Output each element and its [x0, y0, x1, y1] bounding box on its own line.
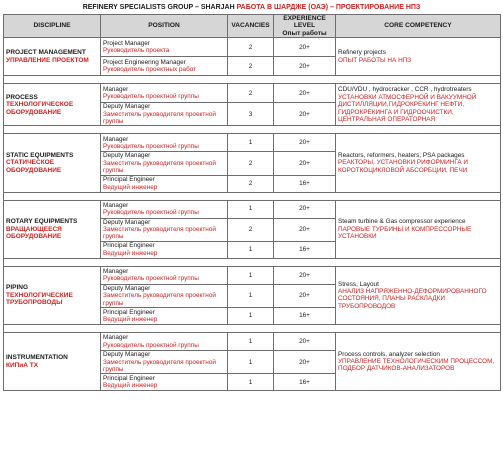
vacancies-table	[3, 14, 501, 391]
discipline-cell	[4, 333, 101, 391]
competency-cell	[336, 38, 501, 76]
table-row	[4, 333, 501, 351]
vacancies-cell: 3	[228, 103, 274, 126]
position-ru: Ведущий инженер	[103, 183, 158, 191]
table-row	[4, 266, 501, 284]
table-body	[4, 38, 501, 391]
competency-ru: АНАЛИЗ НАПРЯЖЕННО-ДЕФОРМИРОВАННОГО СОСТОЯНИЯ, ПЛАНЫ РАСКЛАДКИ ТРУБОПРОВОДОВ	[338, 288, 487, 310]
experience-cell: 20+	[274, 38, 336, 57]
discipline-cell	[4, 38, 101, 76]
position-en: Manager	[103, 267, 129, 275]
experience-cell: 20+	[274, 266, 336, 284]
document-title	[3, 2, 500, 14]
position-ru: Заместитель руководителя проектной группы	[103, 110, 216, 126]
position-cell	[101, 152, 228, 175]
competency-cell	[336, 266, 501, 324]
competency-ru: ОПЫТ РАБОТЫ НА НПЗ	[338, 56, 412, 64]
position-cell	[101, 57, 228, 76]
discipline-en: ROTARY EQUIPMENTS	[6, 218, 78, 226]
header-row	[4, 15, 501, 38]
header-experience-en: EXPERIENCE LEVEL	[283, 15, 326, 30]
vacancies-cell: 2	[228, 38, 274, 57]
vacancies-cell: 1	[228, 200, 274, 218]
competency-en: Refinery projects	[338, 49, 386, 57]
position-ru: Ведущий инженер	[103, 316, 158, 324]
separator-cell	[4, 325, 501, 333]
position-cell	[101, 284, 228, 307]
table-row	[4, 84, 501, 103]
position-en: Project Manager	[103, 39, 150, 47]
competency-ru: РЕАКТОРЫ, УСТАНОВКИ РИФОРМИНГА И КОРОТКОЦИКЛОВОЙ АБСОРБЦИИ, ПЕЧИ	[338, 159, 468, 174]
vacancies-cell: 2	[228, 218, 274, 241]
separator-cell	[4, 126, 501, 134]
position-cell	[101, 241, 228, 258]
group-separator	[4, 258, 501, 266]
separator-cell	[4, 76, 501, 84]
position-ru: Ведущий инженер	[103, 249, 158, 257]
position-cell	[101, 134, 228, 152]
header-vacancies: VACANCIES	[228, 15, 274, 38]
vacancies-cell: 1	[228, 374, 274, 391]
vacancies-cell: 2	[228, 175, 274, 192]
vacancies-cell: 2	[228, 57, 274, 76]
discipline-en: PROCESS	[6, 93, 38, 101]
experience-cell: 20+	[274, 103, 336, 126]
competency-cell	[336, 333, 501, 391]
competency-en: Process controls, analyzer selection	[338, 350, 440, 358]
position-cell	[101, 333, 228, 351]
experience-cell: 20+	[274, 333, 336, 351]
header-experience	[274, 15, 336, 38]
header-position: POSITION	[101, 15, 228, 38]
discipline-ru: ТЕХНОЛОГИЧЕСКОЕ ОБОРУДОВАНИЕ	[6, 101, 74, 116]
position-en: Project Engineering Manager	[103, 58, 186, 66]
position-en: Deputy Manager	[103, 284, 151, 292]
position-ru: Ведущий инженер	[103, 382, 158, 390]
position-en: Principal Engineer	[103, 308, 155, 316]
discipline-ru: УПРАВЛЕНИЕ ПРОЕКТОМ	[6, 56, 89, 64]
separator-cell	[4, 192, 501, 200]
position-ru: Руководитель проекта	[103, 47, 170, 55]
vacancies-cell: 2	[228, 84, 274, 103]
separator-cell	[4, 258, 501, 266]
position-ru: Заместитель руководителя проектной группы	[103, 358, 216, 373]
vacancies-cell: 1	[228, 308, 274, 325]
position-en: Deputy Manager	[103, 351, 151, 359]
experience-cell: 16+	[274, 374, 336, 391]
competency-ru: УСТАНОВКИ АТМОСФЕРНОЙ И ВАКУУМНОЙ ДИСТИЛЛЯЦИИ,ГИДРОКРЕКИНГ НЕФТИ, ГИДРОКРЕКИНГА И ГИДРООЧИСТКИ, ЦЕНТРАЛЬНАЯ ОПЕРАТОРНАЯ	[338, 93, 477, 123]
position-ru: Заместитель руководителя проектной группы	[103, 292, 216, 307]
position-cell	[101, 266, 228, 284]
discipline-ru: СТАТИЧЕСКОЕ ОБОРУДОВАНИЕ	[6, 159, 62, 174]
group-separator	[4, 192, 501, 200]
discipline-en: PIPING	[6, 284, 29, 292]
title-russian: РАБОТА В ШАРДЖЕ (ОАЭ) – ПРОЕКТИРОВАНИЕ НПЗ	[236, 4, 421, 11]
competency-cell	[336, 200, 501, 258]
position-cell	[101, 103, 228, 126]
position-cell	[101, 200, 228, 218]
position-cell	[101, 351, 228, 374]
discipline-ru: КИПиА ТХ	[6, 361, 39, 369]
position-en: Manager	[103, 135, 129, 143]
header-discipline: DISCIPLINE	[4, 15, 101, 38]
experience-cell: 20+	[274, 200, 336, 218]
discipline-cell	[4, 266, 101, 324]
discipline-en: PROJECT MANAGEMENT	[6, 49, 86, 57]
experience-cell: 20+	[274, 351, 336, 374]
experience-cell: 16+	[274, 241, 336, 258]
discipline-en: STATIC EQUIPMENTS	[6, 151, 74, 159]
competency-cell	[336, 84, 501, 126]
vacancy-document	[3, 2, 500, 450]
position-cell	[101, 84, 228, 103]
position-en: Deputy Manager	[103, 218, 151, 226]
position-ru: Руководитель проектной группы	[103, 142, 199, 150]
group-separator	[4, 126, 501, 134]
vacancies-cell: 1	[228, 284, 274, 307]
experience-cell: 20+	[274, 84, 336, 103]
table-row	[4, 134, 501, 152]
vacancies-cell: 1	[228, 351, 274, 374]
position-ru: Руководитель проектных работ	[103, 66, 197, 74]
position-ru: Заместитель руководителя проектной группы	[103, 159, 216, 175]
discipline-ru: ТЕХНОЛОГИЧЕСКИЕ ТРУБОПРОВОДЫ	[6, 291, 73, 307]
position-ru: Руководитель проектной группы	[103, 341, 199, 349]
experience-cell: 20+	[274, 57, 336, 76]
position-cell	[101, 218, 228, 241]
position-en: Deputy Manager	[103, 103, 151, 111]
experience-cell: 20+	[274, 218, 336, 241]
competency-en: Reactors, reformers, heaters, PSA packages	[338, 151, 465, 159]
competency-en: CDU/VDU , hydrocracker , CCR , hydrotreaters	[338, 86, 472, 94]
experience-cell: 16+	[274, 308, 336, 325]
competency-en: Steam turbine & Gas compressor experience	[338, 218, 466, 226]
competency-cell	[336, 134, 501, 192]
position-cell	[101, 175, 228, 192]
experience-cell: 20+	[274, 284, 336, 307]
competency-ru: ПАРОВЫЕ ТУРБИНЫ И КОМПРЕССОРНЫЕ УСТАНОВКИ	[338, 225, 472, 240]
discipline-cell	[4, 134, 101, 192]
vacancies-cell: 2	[228, 152, 274, 175]
header-competency: CORE COMPETENCY	[336, 15, 501, 38]
position-en: Principal Engineer	[103, 374, 155, 382]
vacancies-cell: 1	[228, 333, 274, 351]
vacancies-cell: 1	[228, 134, 274, 152]
position-en: Principal Engineer	[103, 242, 155, 250]
position-cell	[101, 374, 228, 391]
position-en: Manager	[103, 334, 129, 342]
position-en: Manager	[103, 201, 129, 209]
competency-ru: УПРАВЛЕНИЕ ТЕХНОЛОГИЧЕСКИМ ПРОЦЕССОМ, ПОДБОР ДАТЧИКОВ-АНАЛИЗАТОРОВ	[338, 358, 495, 373]
title-english: REFINERY SPECIALISTS GROUP – SHARJAH	[82, 4, 235, 11]
discipline-ru: ВРАЩАЮЩЕЕСЯ ОБОРУДОВАНИЕ	[6, 225, 62, 240]
vacancies-cell: 1	[228, 266, 274, 284]
discipline-cell	[4, 84, 101, 126]
experience-cell: 16+	[274, 175, 336, 192]
position-en: Principal Engineer	[103, 176, 155, 184]
competency-en: Stress, Layout	[338, 280, 379, 288]
position-cell	[101, 308, 228, 325]
position-en: Deputy Manager	[103, 152, 151, 160]
position-ru: Руководитель проектной группы	[103, 93, 199, 101]
experience-cell: 20+	[274, 134, 336, 152]
position-en: Manager	[103, 85, 129, 93]
position-cell	[101, 38, 228, 57]
discipline-en: INSTRUMENTATION	[6, 354, 68, 362]
position-ru: Заместитель руководителя проектной группы	[103, 226, 216, 241]
group-separator	[4, 76, 501, 84]
table-row	[4, 38, 501, 57]
group-separator	[4, 325, 501, 333]
position-ru: Руководитель проектной группы	[103, 209, 199, 217]
table-row	[4, 200, 501, 218]
header-experience-ru: Опыт работы	[282, 29, 327, 37]
discipline-cell	[4, 200, 101, 258]
experience-cell: 20+	[274, 152, 336, 175]
position-ru: Руководитель проектной группы	[103, 275, 199, 283]
vacancies-cell: 1	[228, 241, 274, 258]
